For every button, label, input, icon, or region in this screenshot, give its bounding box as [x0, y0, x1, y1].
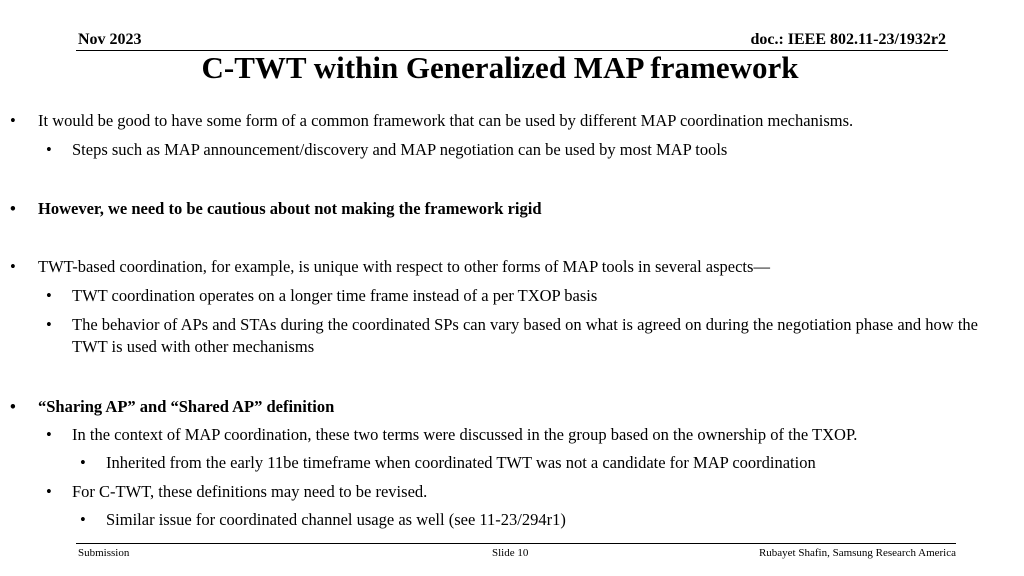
- bullet-marker: •: [46, 315, 52, 334]
- bullet-marker: •: [10, 257, 16, 276]
- footer-divider: [76, 543, 956, 544]
- bullet-text: In the context of MAP coordination, these two terms were discussed in the group based on the ownership of the TXOP.: [72, 425, 858, 444]
- bullet-marker: •: [10, 199, 16, 218]
- bullet-text: Steps such as MAP announcement/discovery and MAP negotiation can be used by most MAP tools: [72, 140, 728, 159]
- bullet-marker: •: [46, 286, 52, 305]
- bullet-marker: •: [80, 453, 86, 472]
- bullet-text: TWT coordination operates on a longer time frame instead of a per TXOP basis: [72, 286, 598, 305]
- bullet-text: Inherited from the early 11be timeframe when coordinated TWT was not a candidate for MAP coordination: [106, 453, 816, 472]
- bullet-marker: •: [10, 111, 16, 130]
- footer-slide-number: Slide 10: [492, 547, 529, 559]
- footer-author: Rubayet Shafin, Samsung Research America: [758, 547, 956, 559]
- bullet-text: Similar issue for coordinated channel usage as well (see 11-23/294r1): [106, 510, 566, 529]
- bullet-marker: •: [46, 425, 52, 444]
- bullet-text: For C-TWT, these definitions may need to be revised.: [72, 482, 428, 501]
- bullet-marker: •: [10, 397, 16, 416]
- bullet-marker: •: [46, 482, 52, 501]
- bullet-text: TWT-based coordination, for example, is unique with respect to other forms of MAP tools in several aspects—: [38, 257, 770, 276]
- header-date: Nov 2023: [78, 31, 142, 48]
- footer-submission: Submission: [78, 547, 130, 559]
- bullet-marker: •: [46, 140, 52, 159]
- bullet-marker: •: [80, 510, 86, 529]
- bullet-text: The behavior of APs and STAs during the coordinated SPs can vary based on what is agreed on during the negotiation phase and how the TWT is used with other mechanisms: [72, 315, 978, 356]
- header-doc-id: doc.: IEEE 802.11-23/1932r2: [750, 31, 946, 48]
- bullet-text: “Sharing AP” and “Shared AP” definition: [38, 397, 335, 416]
- bullet-text: However, we need to be cautious about not making the framework rigid: [38, 199, 542, 218]
- slide-title: C-TWT within Generalized MAP framework: [201, 50, 799, 85]
- bullet-text: It would be good to have some form of a common framework that can be used by different MAP coordination mechanisms.: [38, 111, 854, 130]
